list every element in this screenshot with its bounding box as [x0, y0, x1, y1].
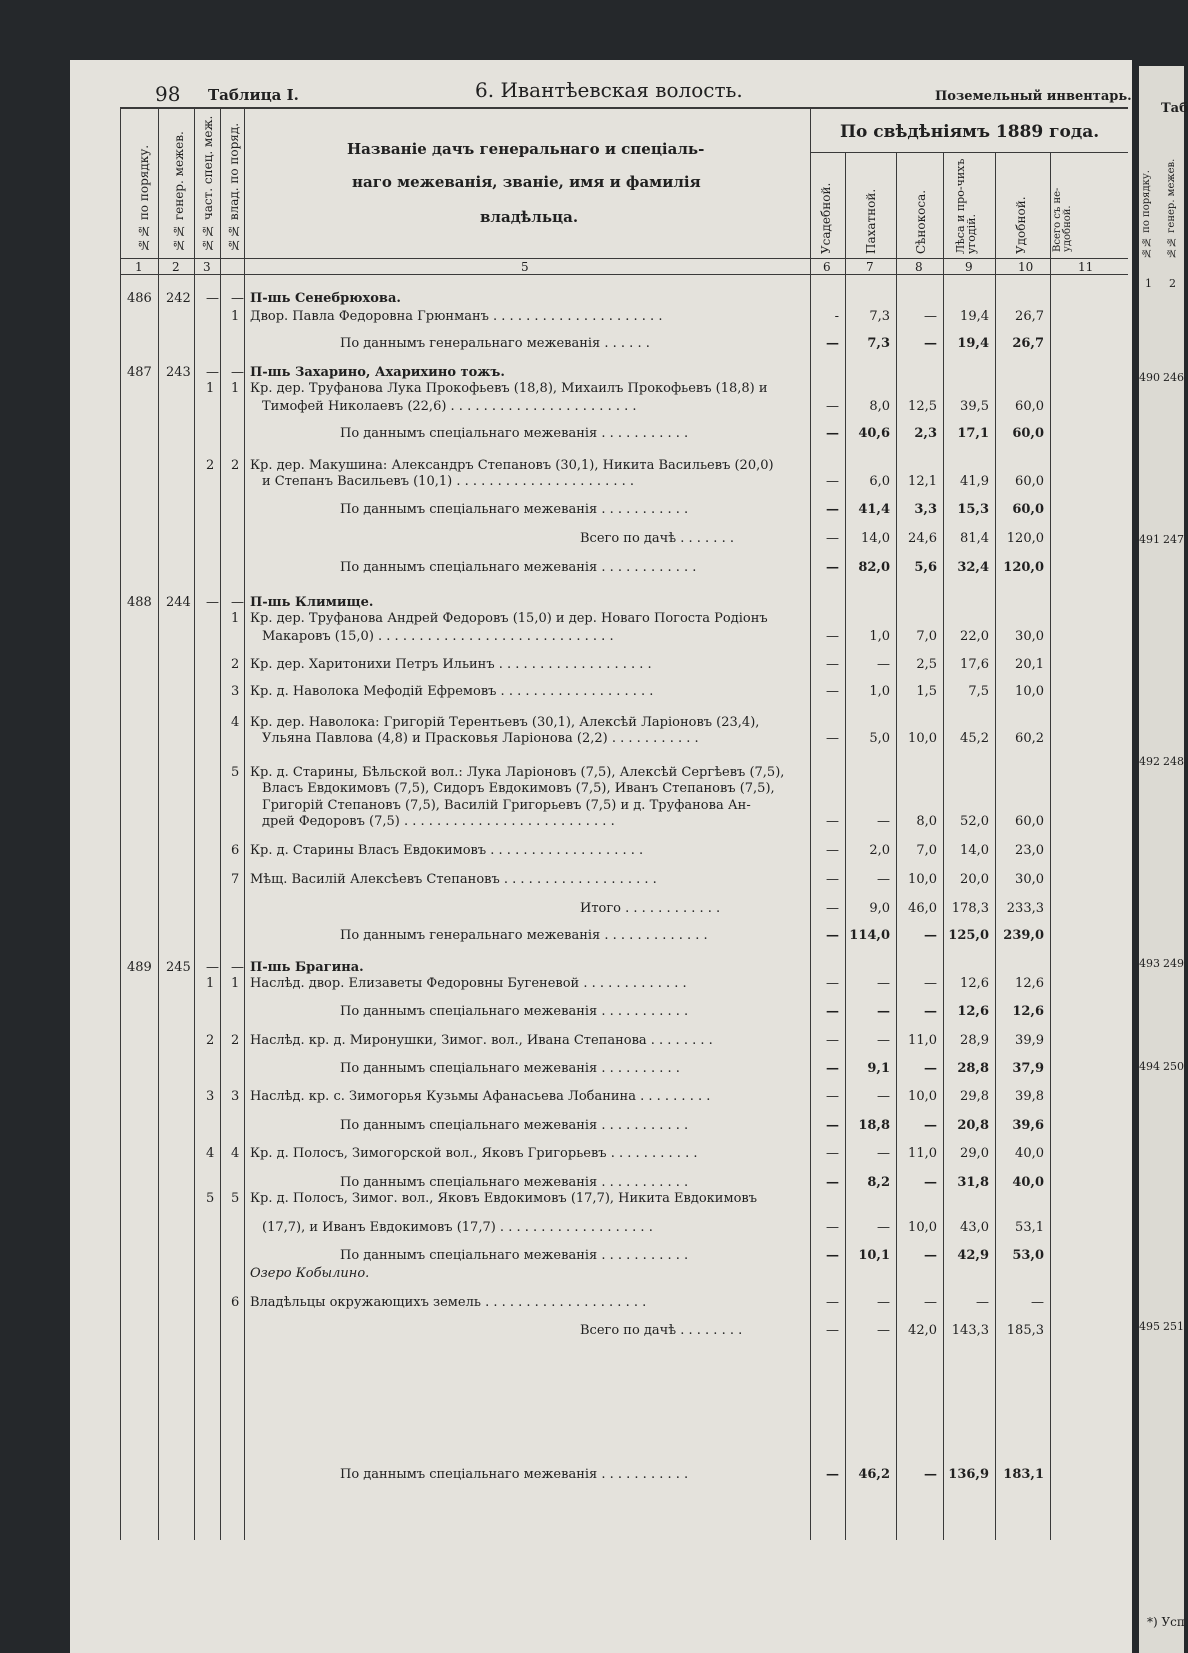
row-les-value: 29,0 [960, 1146, 989, 1161]
row-name: П-шь Сенебрюхова. [250, 291, 401, 306]
row-pash-value: 46,2 [858, 1467, 890, 1482]
row-senokos-value: — [924, 1295, 937, 1310]
row-pash-value: 2,0 [869, 843, 890, 858]
row-les-value: 45,2 [960, 731, 989, 746]
row-name: Кр. д. Полосъ, Зимогорской вол., Яковъ Григорьевъ . . . . . . . . . . . [250, 1146, 698, 1161]
row-les-value: 12,6 [957, 1004, 989, 1019]
column-rule [244, 107, 245, 1540]
row-usad-value: — [826, 629, 839, 644]
row-name: и Степанъ Васильевъ (10,1) . . . . . . . . . . . . . . . . . . . . . . [262, 474, 635, 489]
row-usad-value: — [826, 976, 839, 991]
row-name: Власъ Евдокимовъ (7,5), Сидоръ Евдокимовъ (7,5), Иванъ Степановъ (7,5), [262, 781, 775, 796]
row-name: Мѣщ. Василій Алексѣевъ Степановъ . . . . . . . . . . . . . . . . . . . [250, 872, 657, 887]
row-name: П-шь Брагина. [250, 960, 364, 975]
row-senokos-value: 24,6 [908, 531, 937, 546]
row-usad-value: — [826, 336, 839, 351]
row-name: По даннымъ спеціальнаго межеванія . . . . . . . . . . . . [340, 560, 697, 575]
column-rule [220, 107, 221, 1540]
row-senokos-value: 3,3 [914, 502, 937, 517]
row-pash-value: 9,0 [869, 901, 890, 916]
row-pash-value: — [877, 1220, 890, 1235]
row-udob-value: 40,0 [1015, 1146, 1044, 1161]
row-senokos-value: 12,1 [908, 474, 937, 489]
row-name: Кр. дер. Харитонихи Петръ Ильинъ . . . . . . . . . . . . . . . . . . . [250, 657, 652, 672]
row-les-value: 20,0 [960, 872, 989, 887]
row-les-value: 7,5 [968, 684, 989, 699]
row-pash-value: — [877, 1033, 890, 1048]
column-number: 10 [1018, 260, 1034, 274]
ledger-page [70, 60, 1132, 1653]
row-les-value: 81,4 [960, 531, 989, 546]
col-header-senokos: Сѣнокоса. [914, 189, 928, 254]
row-senokos-value: 10,0 [908, 872, 937, 887]
row-pash-value: — [877, 1146, 890, 1161]
volost-title: 6. Ивантѣевская волость. [475, 78, 743, 102]
row-spec-number: 5 [206, 1191, 215, 1206]
row-udob-value: 12,6 [1015, 976, 1044, 991]
row-senokos-value: — [924, 1118, 937, 1133]
row-senokos-value: — [924, 336, 937, 351]
row-name: По даннымъ спеціальнаго межеванія . . . . . . . . . . . [340, 426, 689, 441]
row-usad-value: — [826, 731, 839, 746]
row-pash-value: 6,0 [869, 474, 890, 489]
row-spec-number: 1 [206, 381, 215, 396]
row-udob-value: 60,0 [1012, 426, 1044, 441]
row-senokos-value: — [924, 928, 937, 943]
row-spec-number: 3 [206, 1089, 215, 1104]
row-gen-number: 243 [166, 365, 191, 380]
row-senokos-value: 11,0 [908, 1033, 937, 1048]
next-page-gen-number: 247 [1163, 533, 1184, 546]
column-rule [194, 107, 195, 1540]
row-les-value: 136,9 [948, 1467, 989, 1482]
row-usad-value: — [826, 1004, 839, 1019]
row-pash-value: — [877, 814, 890, 829]
next-page-order-number: 492 [1139, 755, 1160, 768]
row-les-value: 28,8 [957, 1061, 989, 1076]
numbers-bottom-rule [120, 274, 1128, 275]
row-usad-value: — [826, 684, 839, 699]
next-page-col2-header: №№ генер. межев. [1166, 158, 1177, 258]
row-name: Всего по дачѣ . . . . . . . [580, 531, 734, 546]
row-senokos-value: 7,0 [916, 843, 937, 858]
name-header-line1: Названіе дачъ генеральнаго и спеціаль- [347, 140, 705, 158]
row-name: По даннымъ генеральнаго межеванія . . . . . . . . . . . . . [340, 928, 708, 943]
col-header-vsego: Всего съ не-удобной. [1052, 187, 1073, 252]
row-gen-number: 245 [166, 960, 191, 975]
row-usad-value: — [826, 426, 839, 441]
row-name: Итого . . . . . . . . . . . . [580, 901, 721, 916]
row-udob-value: 120,0 [1003, 560, 1044, 575]
row-usad-value: — [826, 1175, 839, 1190]
row-name: Наслѣд. кр. с. Зимогорья Кузьмы Афанасьева Лобанина . . . . . . . . . [250, 1089, 711, 1104]
row-udob-value: 239,0 [1003, 928, 1044, 943]
row-usad-value: — [826, 928, 839, 943]
row-udob-value: 30,0 [1015, 872, 1044, 887]
row-name: (17,7), и Иванъ Евдокимовъ (17,7) . . . . . . . . . . . . . . . . . . . [262, 1220, 653, 1235]
row-name: Кр. д. Старины Власъ Евдокимовъ . . . . . . . . . . . . . . . . . . . [250, 843, 644, 858]
row-les-value: 22,0 [960, 629, 989, 644]
column-rule [158, 107, 159, 1540]
row-usad-value: — [826, 1146, 839, 1161]
row-udob-value: 233,3 [1006, 901, 1044, 916]
row-udob-value: — [1031, 1295, 1044, 1310]
row-name: Владѣльцы окружающихъ земель . . . . . . . . . . . . . . . . . . . . [250, 1295, 647, 1310]
next-page-gen-number: 250 [1163, 1060, 1184, 1073]
row-name: По даннымъ спеціальнаго межеванія . . . . . . . . . . . [340, 1248, 689, 1263]
row-order-number: 488 [127, 595, 152, 610]
row-pash-value: 1,0 [869, 684, 890, 699]
row-pash-value: 41,4 [858, 502, 890, 517]
next-page-order-number: 493 [1139, 957, 1160, 970]
row-pash-value: 82,0 [858, 560, 890, 575]
row-name: Кр. дер. Макушина: Александръ Степановъ (30,1), Никита Васильевъ (20,0) [250, 458, 774, 473]
row-name: дрей Федоровъ (7,5) . . . . . . . . . . . . . . . . . . . . . . . . . . [262, 814, 615, 829]
row-usad-value: — [826, 1061, 839, 1076]
row-les-value: 20,8 [957, 1118, 989, 1133]
row-les-value: 29,8 [960, 1089, 989, 1104]
next-page-gen-number: 246 [1163, 371, 1184, 384]
row-spec-number: 2 [206, 1033, 215, 1048]
row-vlad-number: 1 [231, 611, 240, 626]
row-les-value: 52,0 [960, 814, 989, 829]
column-number: 3 [203, 260, 211, 274]
row-vlad-number: 3 [231, 684, 240, 699]
row-usad-value: — [826, 1220, 839, 1235]
row-senokos-value: — [924, 1467, 937, 1482]
column-number: 6 [823, 260, 831, 274]
row-order-number: 487 [127, 365, 152, 380]
row-les-value: — [976, 1295, 989, 1310]
row-vlad-number: 1 [231, 309, 240, 324]
row-name: Ульяна Павлова (4,8) и Прасковья Ларіонова (2,2) . . . . . . . . . . . [262, 731, 699, 746]
row-pash-value: 1,0 [869, 629, 890, 644]
row-vlad-number: — [231, 595, 244, 610]
row-name: Кр. дер. Труфанова Андрей Федоровъ (15,0) и дер. Новаго Погоста Родіонъ [250, 611, 768, 626]
row-pash-value: — [877, 657, 890, 672]
row-les-value: 15,3 [957, 502, 989, 517]
row-vlad-number: — [231, 365, 244, 380]
row-usad-value: — [826, 814, 839, 829]
row-pash-value: — [877, 1004, 890, 1019]
page-number: 98 [155, 82, 181, 106]
row-usad-value: — [826, 560, 839, 575]
row-senokos-value: — [924, 1004, 937, 1019]
row-vlad-number: 2 [231, 1033, 240, 1048]
col-header-usad: Усадебной. [819, 182, 833, 254]
row-usad-value: — [826, 1295, 839, 1310]
next-page-order-number: 491 [1139, 533, 1160, 546]
row-name: Всего по дачѣ . . . . . . . . [580, 1323, 743, 1338]
row-senokos-value: 42,0 [908, 1323, 937, 1338]
row-senokos-value: — [924, 1061, 937, 1076]
row-vlad-number: — [231, 960, 244, 975]
row-udob-value: 39,6 [1012, 1118, 1044, 1133]
row-udob-value: 60,0 [1015, 399, 1044, 414]
row-usad-value: — [826, 1033, 839, 1048]
row-udob-value: 12,6 [1012, 1004, 1044, 1019]
row-senokos-value: — [924, 1175, 937, 1190]
row-usad-value: — [826, 657, 839, 672]
next-page-col1-number: 1 [1145, 277, 1152, 290]
row-name: По даннымъ спеціальнаго межеванія . . . . . . . . . . [340, 1061, 680, 1076]
row-les-value: 19,4 [960, 309, 989, 324]
row-spec-number: 4 [206, 1146, 215, 1161]
row-senokos-value: 46,0 [908, 901, 937, 916]
row-name: Макаровъ (15,0) . . . . . . . . . . . . . . . . . . . . . . . . . . . . . [262, 629, 614, 644]
row-spec-number: 2 [206, 458, 215, 473]
row-les-value: 41,9 [960, 474, 989, 489]
row-vlad-number: 5 [231, 765, 240, 780]
row-name: Тимофей Николаевъ (22,6) . . . . . . . . . . . . . . . . . . . . . . . [262, 399, 637, 414]
row-udob-value: 185,3 [1006, 1323, 1044, 1338]
row-usad-value: — [826, 1467, 839, 1482]
row-name: Наслѣд. кр. д. Миронушки, Зимог. вол., Ивана Степанова . . . . . . . . [250, 1033, 713, 1048]
row-vlad-number: 1 [231, 381, 240, 396]
row-les-value: 143,3 [951, 1323, 989, 1338]
row-udob-value: 39,8 [1015, 1089, 1044, 1104]
row-senokos-value: — [924, 309, 937, 324]
row-name: По даннымъ спеціальнаго межеванія . . . . . . . . . . . [340, 502, 689, 517]
row-senokos-value: 7,0 [916, 629, 937, 644]
row-spec-number: 1 [206, 976, 215, 991]
row-udob-value: 60,0 [1015, 814, 1044, 829]
column-number: 7 [866, 260, 874, 274]
row-usad-value: — [826, 872, 839, 887]
row-pash-value: — [877, 872, 890, 887]
name-header-line3: владѣльца. [480, 208, 579, 226]
row-udob-value: 30,0 [1015, 629, 1044, 644]
next-page-gen-number: 248 [1163, 755, 1184, 768]
row-senokos-value: 12,5 [908, 399, 937, 414]
row-name: Двор. Павла Федоровна Грюнманъ . . . . . . . . . . . . . . . . . . . . . [250, 309, 663, 324]
row-senokos-value: 2,5 [916, 657, 937, 672]
col-header-les: Лѣса и про-чихъ угодій. [954, 158, 978, 254]
next-page-col2-number: 2 [1169, 277, 1176, 290]
row-gen-number: 242 [166, 291, 191, 306]
column-number: 2 [172, 260, 180, 274]
row-senokos-value: 11,0 [908, 1146, 937, 1161]
row-name: Кр. д. Полосъ, Зимог. вол., Яковъ Евдокимовъ (17,7), Никита Евдокимовъ [250, 1191, 757, 1206]
row-usad-value: — [826, 843, 839, 858]
row-pash-value: 7,3 [867, 336, 890, 351]
col-header-order: №№ по порядку. [137, 144, 151, 252]
row-pash-value: 9,1 [867, 1061, 890, 1076]
row-name: По даннымъ спеціальнаго межеванія . . . . . . . . . . . [340, 1118, 689, 1133]
row-usad-value: — [826, 399, 839, 414]
row-spec-number: — [206, 595, 219, 610]
next-page-edge [1139, 66, 1188, 1653]
row-vlad-number: 5 [231, 1191, 240, 1206]
row-usad-value: — [826, 1089, 839, 1104]
column-rule [1050, 152, 1051, 1540]
row-les-value: 42,9 [957, 1248, 989, 1263]
row-senokos-value: 8,0 [916, 814, 937, 829]
row-pash-value: 18,8 [858, 1118, 890, 1133]
row-usad-value: — [826, 901, 839, 916]
row-order-number: 486 [127, 291, 152, 306]
row-pash-value: 114,0 [849, 928, 890, 943]
group-rule [810, 152, 1128, 153]
row-les-value: 28,9 [960, 1033, 989, 1048]
row-usad-value: — [826, 1118, 839, 1133]
row-name: Кр. дер. Наволока: Григорій Терентьевъ (30,1), Алексѣй Ларіоновъ (23,4), [250, 715, 760, 730]
row-udob-value: 20,1 [1015, 657, 1044, 672]
row-vlad-number: 7 [231, 872, 240, 887]
row-name: П-шь Захарино, Ахарихино тожъ. [250, 365, 505, 380]
row-les-value: 125,0 [948, 928, 989, 943]
row-usad-value: — [826, 1248, 839, 1263]
row-les-value: 31,8 [957, 1175, 989, 1190]
header-bottom-rule [120, 258, 1128, 259]
column-number: 11 [1078, 260, 1094, 274]
row-name: По даннымъ генеральнаго межеванія . . . . . . [340, 336, 650, 351]
row-udob-value: 53,1 [1015, 1220, 1044, 1235]
row-udob-value: 10,0 [1015, 684, 1044, 699]
row-gen-number: 244 [166, 595, 191, 610]
row-senokos-value: 1,5 [916, 684, 937, 699]
column-number: 8 [915, 260, 923, 274]
row-udob-value: 183,1 [1003, 1467, 1044, 1482]
row-vlad-number: — [231, 291, 244, 306]
column-number: 5 [521, 260, 529, 274]
row-udob-value: 23,0 [1015, 843, 1044, 858]
next-page-col1-header: №№ по порядку. [1141, 170, 1152, 258]
next-page-order-number: 495 [1139, 1320, 1160, 1333]
row-senokos-value: 10,0 [908, 1089, 937, 1104]
row-spec-number: — [206, 960, 219, 975]
next-page-gen-number: 251 [1163, 1320, 1184, 1333]
column-number: 9 [965, 260, 973, 274]
row-vlad-number: 3 [231, 1089, 240, 1104]
row-senokos-value: — [924, 976, 937, 991]
row-udob-value: 26,7 [1012, 336, 1044, 351]
row-name: Озеро Кобылино. [250, 1266, 370, 1281]
name-header-line2: наго межеванія, званіе, имя и фамилія [352, 173, 701, 191]
row-vlad-number: 2 [231, 657, 240, 672]
column-number: 1 [135, 260, 143, 274]
row-vlad-number: 6 [231, 1295, 240, 1310]
next-page-gen-number: 249 [1163, 957, 1184, 970]
row-name: По даннымъ спеціальнаго межеванія . . . . . . . . . . . [340, 1175, 689, 1190]
row-order-number: 489 [127, 960, 152, 975]
col-header-pash: Пахатной. [864, 188, 878, 254]
row-usad-value: — [826, 474, 839, 489]
next-page-footnote: *) Усп [1147, 1615, 1185, 1629]
row-vlad-number: 4 [231, 1146, 240, 1161]
next-page-order-number: 494 [1139, 1060, 1160, 1073]
row-les-value: 32,4 [957, 560, 989, 575]
row-name: По даннымъ спеціальнаго межеванія . . . . . . . . . . . [340, 1467, 689, 1482]
row-pash-value: 8,0 [869, 399, 890, 414]
row-usad-value: — [826, 531, 839, 546]
row-les-value: 39,5 [960, 399, 989, 414]
row-pash-value: 8,2 [867, 1175, 890, 1190]
row-pash-value: 14,0 [861, 531, 890, 546]
row-udob-value: 60,0 [1012, 502, 1044, 517]
row-les-value: 19,4 [957, 336, 989, 351]
row-vlad-number: 1 [231, 976, 240, 991]
row-udob-value: 26,7 [1015, 309, 1044, 324]
right-title: Поземельный инвентарь. [935, 89, 1132, 104]
row-udob-value: 120,0 [1006, 531, 1044, 546]
row-name: По даннымъ спеціальнаго межеванія . . . . . . . . . . . [340, 1004, 689, 1019]
row-udob-value: 60,0 [1015, 474, 1044, 489]
row-udob-value: 53,0 [1012, 1248, 1044, 1263]
column-rule [120, 107, 121, 1540]
row-pash-value: 40,6 [858, 426, 890, 441]
table-label: Таблица I. [208, 86, 299, 104]
row-name: П-шь Климище. [250, 595, 374, 610]
row-les-value: 43,0 [960, 1220, 989, 1235]
row-les-value: 17,1 [957, 426, 989, 441]
col-header-udob: Удобной. [1014, 196, 1028, 254]
row-usad-value: — [826, 502, 839, 517]
row-spec-number: — [206, 291, 219, 306]
row-les-value: 14,0 [960, 843, 989, 858]
next-page-order-number: 490 [1139, 371, 1160, 384]
row-les-value: 12,6 [960, 976, 989, 991]
row-udob-value: 37,9 [1012, 1061, 1044, 1076]
row-pash-value: 5,0 [869, 731, 890, 746]
row-spec-number: — [206, 365, 219, 380]
col-header-gen: №№ генер. межев. [172, 131, 186, 252]
row-udob-value: 60,2 [1015, 731, 1044, 746]
row-vlad-number: 4 [231, 715, 240, 730]
row-pash-value: — [877, 976, 890, 991]
row-pash-value: — [877, 1323, 890, 1338]
row-les-value: 17,6 [960, 657, 989, 672]
row-name: Григорій Степановъ (7,5), Василій Григорьевъ (7,5) и д. Труфанова Ан- [262, 798, 751, 813]
next-page-title: Таб [1161, 101, 1188, 116]
col-header-spec: №№ част. спец. меж. [201, 115, 215, 252]
row-senokos-value: 2,3 [914, 426, 937, 441]
row-pash-value: — [877, 1295, 890, 1310]
row-senokos-value: 10,0 [908, 731, 937, 746]
row-vlad-number: 2 [231, 458, 240, 473]
row-les-value: 178,3 [951, 901, 989, 916]
row-senokos-value: — [924, 1248, 937, 1263]
header-top-rule [120, 107, 1128, 109]
row-senokos-value: 10,0 [908, 1220, 937, 1235]
row-pash-value: — [877, 1089, 890, 1104]
row-usad-value: - [834, 309, 839, 324]
row-vlad-number: 6 [231, 843, 240, 858]
group-header: По свѣдѣніямъ 1889 года. [840, 122, 1100, 142]
col-header-vlad: №№ влад. по поряд. [227, 122, 241, 252]
row-name: Наслѣд. двор. Елизаветы Федоровны Бугеневой . . . . . . . . . . . . . [250, 976, 687, 991]
row-name: Кр. дер. Труфанова Лука Прокофьевъ (18,8), Михаилъ Прокофьевъ (18,8) и [250, 381, 768, 396]
row-usad-value: — [826, 1323, 839, 1338]
row-name: Кр. д. Старины, Бѣльской вол.: Лука Ларіоновъ (7,5), Алексѣй Сергѣевъ (7,5), [250, 765, 785, 780]
row-senokos-value: 5,6 [914, 560, 937, 575]
row-udob-value: 40,0 [1012, 1175, 1044, 1190]
row-pash-value: 10,1 [858, 1248, 890, 1263]
row-pash-value: 7,3 [869, 309, 890, 324]
row-name: Кр. д. Наволока Мефодій Ефремовъ . . . . . . . . . . . . . . . . . . . [250, 684, 654, 699]
row-udob-value: 39,9 [1015, 1033, 1044, 1048]
